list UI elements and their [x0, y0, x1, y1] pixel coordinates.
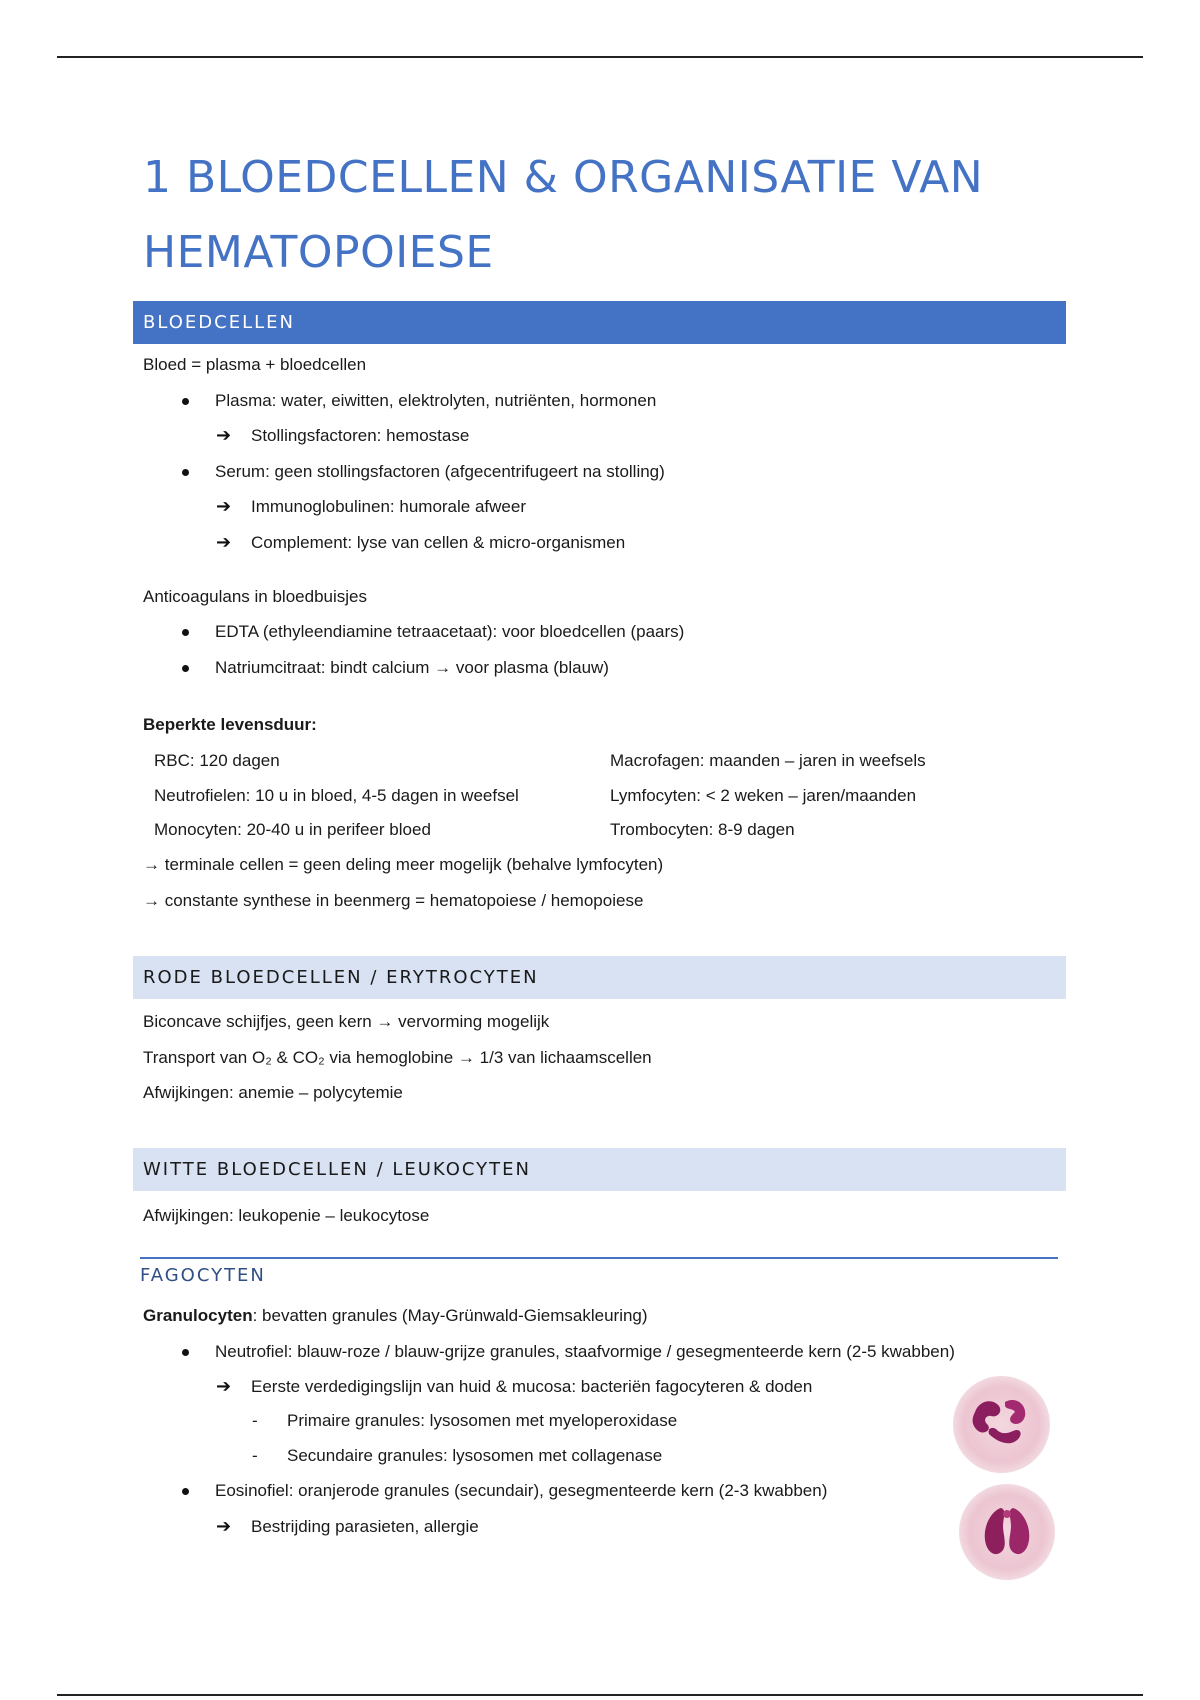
footer-rule — [57, 1694, 1143, 1696]
section-heading-bloedcellen: BLOEDCELLEN — [133, 301, 1066, 344]
bullet-icon — [182, 665, 189, 672]
bullet-icon — [182, 398, 189, 405]
dash-icon: - — [252, 1411, 258, 1430]
rbc-line: Biconcave schijfjes, geen kern → vervorming mogelijk — [143, 1012, 550, 1031]
bullet-icon — [182, 1488, 189, 1495]
bloed-intro: Bloed = plasma + bloedcellen — [143, 355, 367, 374]
eosinophil-nucleus-icon — [959, 1484, 1055, 1580]
arrow-icon: ➔ — [216, 496, 232, 516]
rbc-line: Afwijkingen: anemie – polycytemie — [143, 1083, 403, 1102]
levensduur-title: Beperkte levensduur: — [143, 715, 317, 734]
wbc-line: Afwijkingen: leukopenie – leukocytose — [143, 1206, 430, 1225]
anticoag-citraat: Natriumcitraat: bindt calcium → voor plasma (blauw) — [215, 658, 609, 677]
anticoag-edta: EDTA (ethyleendiamine tetraacetaat): voor bloedcellen (paars) — [215, 622, 685, 641]
anticoag-title: Anticoagulans in bloedbuisjes — [143, 587, 367, 606]
arrow-icon: ➔ — [216, 1516, 232, 1536]
rbc-line: Transport van O₂ & CO₂ via hemoglobine → 1/3 van lichaamscellen — [143, 1048, 652, 1067]
subsection-heading-fagocyten: FAGOCYTEN — [140, 1257, 1058, 1286]
neutrofiel-granule-item: Secundaire granules: lysosomen met collagenase — [287, 1446, 663, 1465]
granulocyten-line — [143, 1305, 648, 1327]
granulocyten-label: Granulocyten — [143, 1306, 253, 1325]
neutrophil-nucleus-icon — [953, 1376, 1050, 1473]
serum-item: Serum: geen stollingsfactoren (afgecentrifugeert na stolling) — [215, 462, 665, 481]
section-heading-wbc: WITTE BLOEDCELLEN / LEUKOCYTEN — [133, 1148, 1066, 1191]
levensduur-right-item: Lymfocyten: < 2 weken – jaren/maanden — [610, 786, 917, 805]
arrow-icon: ➔ — [216, 1376, 232, 1396]
plasma-subitem: Stollingsfactoren: hemostase — [251, 426, 470, 445]
granulocyten-text: : bevatten granules (May-Grünwald-Giemsakleuring) — [252, 1306, 648, 1325]
arrow-icon: ➔ — [216, 425, 232, 445]
eosinophil-image — [959, 1484, 1055, 1580]
serum-subitem: Immunoglobulinen: humorale afweer — [251, 497, 526, 516]
section-heading-rbc: RODE BLOEDCELLEN / ERYTROCYTEN — [133, 956, 1066, 999]
levensduur-left-item: Neutrofielen: 10 u in bloed, 4-5 dagen in weefsel — [154, 786, 519, 805]
bullet-icon — [182, 469, 189, 476]
levensduur-left-item: Monocyten: 20-40 u in perifeer bloed — [154, 820, 431, 839]
levensduur-right-item: Trombocyten: 8-9 dagen — [610, 820, 795, 839]
arrow-icon: ➔ — [216, 532, 232, 552]
serum-subitem: Complement: lyse van cellen & micro-organismen — [251, 533, 626, 552]
conclusie-line: → constante synthese in beenmerg = hematopoiese / hemopoiese — [143, 891, 644, 910]
plasma-item: Plasma: water, eiwitten, elektrolyten, nutriënten, hormonen — [215, 391, 657, 410]
header-rule — [57, 56, 1143, 58]
bullet-icon — [182, 629, 189, 636]
bullet-icon — [182, 1349, 189, 1356]
neutrofiel-item: Neutrofiel: blauw-roze / blauw-grijze granules, staafvormige / gesegmenteerde kern (2-5 kwabben) — [215, 1342, 955, 1361]
dash-icon: - — [252, 1446, 258, 1465]
page-title: 1 BLOEDCELLEN & ORGANISATIE VAN HEMATOPOIESE — [143, 152, 984, 278]
eosinofiel-subitem: Bestrijding parasieten, allergie — [251, 1517, 479, 1536]
conclusie-line: → terminale cellen = geen deling meer mogelijk (behalve lymfocyten) — [143, 855, 664, 874]
levensduur-right-item: Macrofagen: maanden – jaren in weefsels — [610, 751, 926, 770]
neutrophil-image — [953, 1376, 1050, 1473]
eosinofiel-item: Eosinofiel: oranjerode granules (secundair), gesegmenteerde kern (2-3 kwabben) — [215, 1481, 828, 1500]
neutrofiel-subitem: Eerste verdedigingslijn van huid & mucosa: bacteriën fagocyteren & doden — [251, 1377, 813, 1396]
levensduur-left-item: RBC: 120 dagen — [154, 751, 280, 770]
neutrofiel-granule-item: Primaire granules: lysosomen met myeloperoxidase — [287, 1411, 678, 1430]
